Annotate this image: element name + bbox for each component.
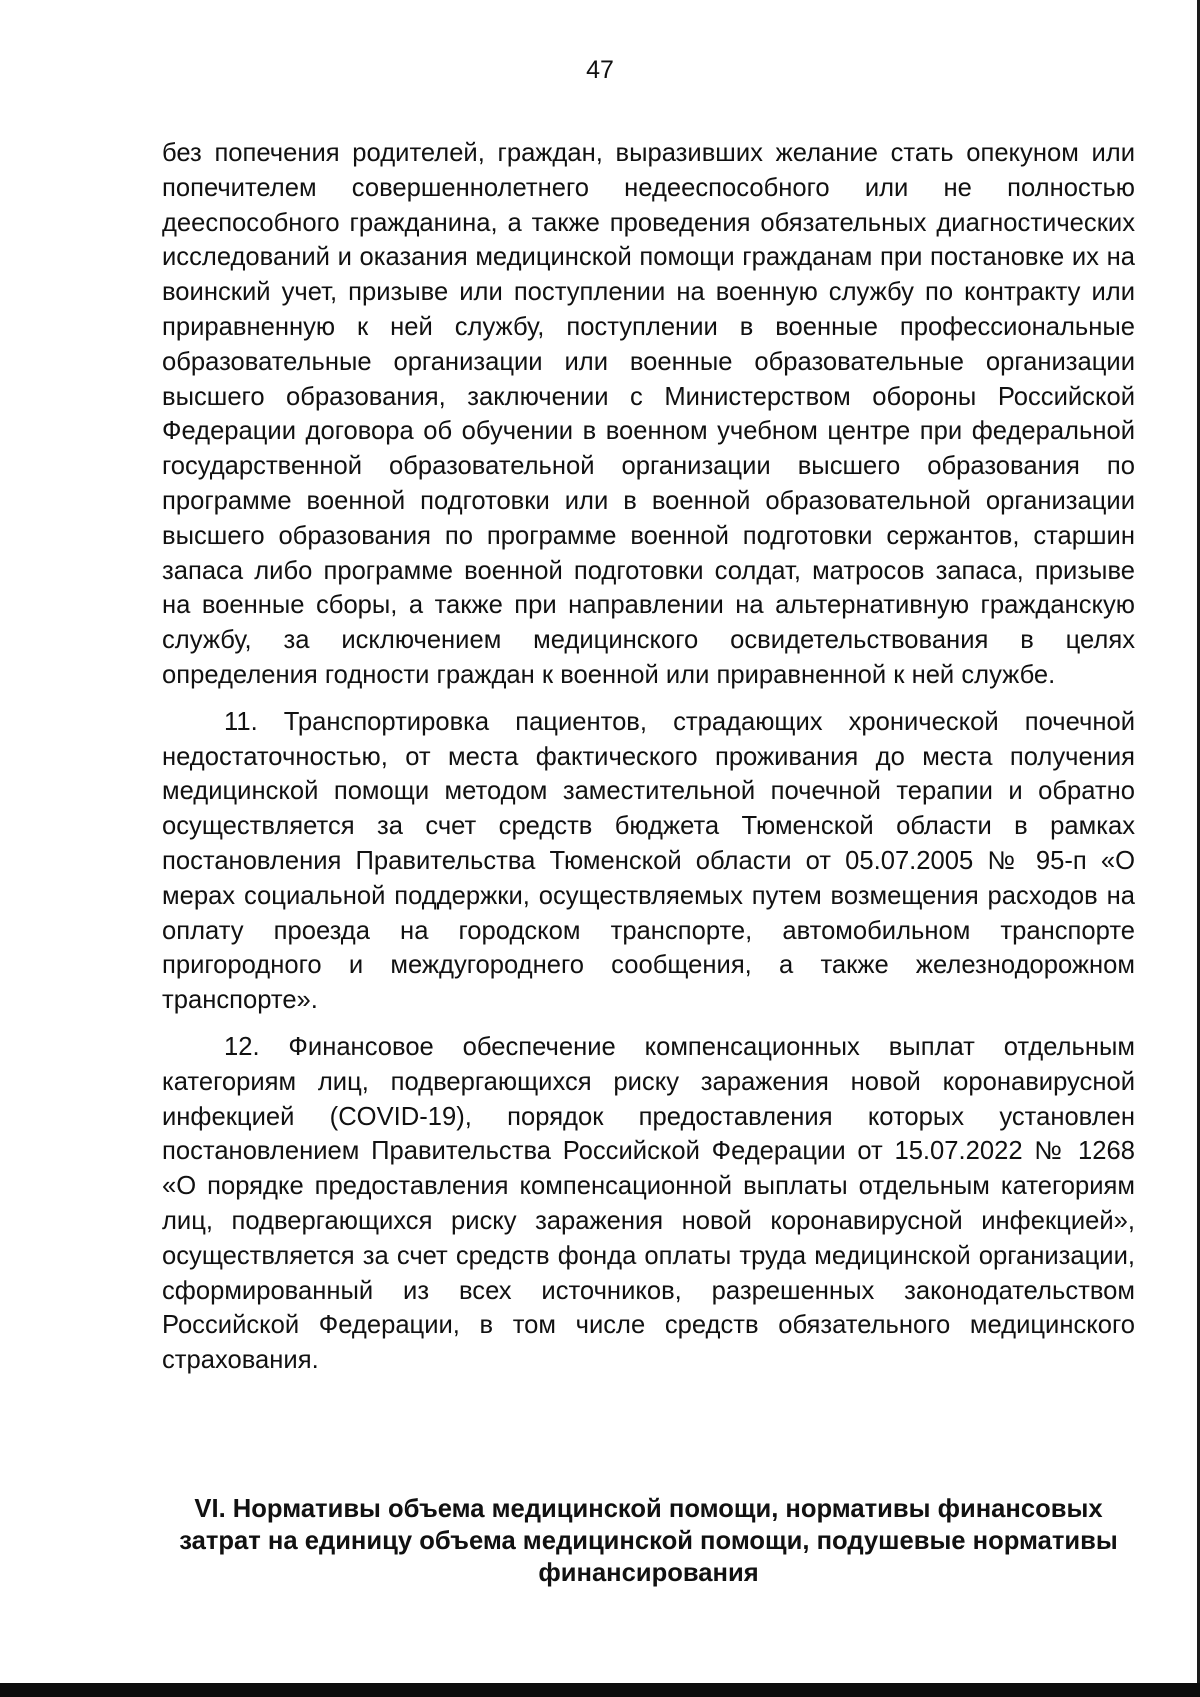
body-text <box>162 136 1135 1378</box>
page-number: 47 <box>586 56 614 84</box>
section-heading: VI. Нормативы объема медицинской помощи, нормативы финансовых затрат на единицу объема медицинской помощи, подушевые нормативы финансирования <box>179 1495 1118 1587</box>
paragraph-item-11: 11. Транспортировка пациентов, страдающих хронической почечной недостаточностью, от места фактического проживания до места получения медицинской помощи методом заместительной почечной терапии и обратно осуществляется за счет средств бюджета Тюменской области в рамках постановления Правительства Тюменской области от 05.07.2005 № 95-п «О мерах социальной поддержки, осуществляемых путем возмещения расходов на оплату проезда на городском транспорте, автомобильном транспорте пригородного и междугороднего сообщения, а также железнодорожном транспорте». <box>162 707 1135 1015</box>
paragraph-continuation: без попечения родителей, граждан, выразивших желание стать опекуном или попечителем совершеннолетнего недееспособного или не полностью дееспособного гражданина, а также проведения обязательных диагностических исследований и оказания медицинской помощи гражданам при постановке их на воинский учет, призыве или поступлении на военную службу по контракту или приравненную к ней службу, поступлении в военные профессиональные образовательные организации или военные образовательные организации высшего образования, заключении с Министерством обороны Российской Федерации договора об обучении в военном учебном центре при федеральной государственной образовательной организации высшего образования по программе военной подготовки или в военной образовательной организации высшего образования по программе военной подготовки сержантов, старшин запаса либо программе военной подготовки солдат, матросов запаса, призыве на военные сборы, а также при направлении на альтернативную гражданскую службу, за исключением медицинского освидетельствования в целях определения годности граждан к военной или приравненной к ней службе. <box>162 139 1135 689</box>
paragraph-item-12: 12. Финансовое обеспечение компенсационных выплат отдельным категориям лиц, подвергающихся риску заражения новой коронавирусной инфекцией (COVID-19), порядок предоставления которых установлен постановлением Правительства Российской Федерации от 15.07.2022 № 1268 «О порядке предоставления компенсационной выплаты отдельным категориям лиц, подвергающихся риску заражения новой коронавирусной инфекцией», осуществляется за счет средств фонда оплаты труда медицинской организации, сформированный из всех источников, разрешенных законодательством Российской Федерации, в том числе средств обязательного медицинского страхования. <box>162 1032 1135 1375</box>
scan-edge-bottom <box>0 1683 1200 1697</box>
